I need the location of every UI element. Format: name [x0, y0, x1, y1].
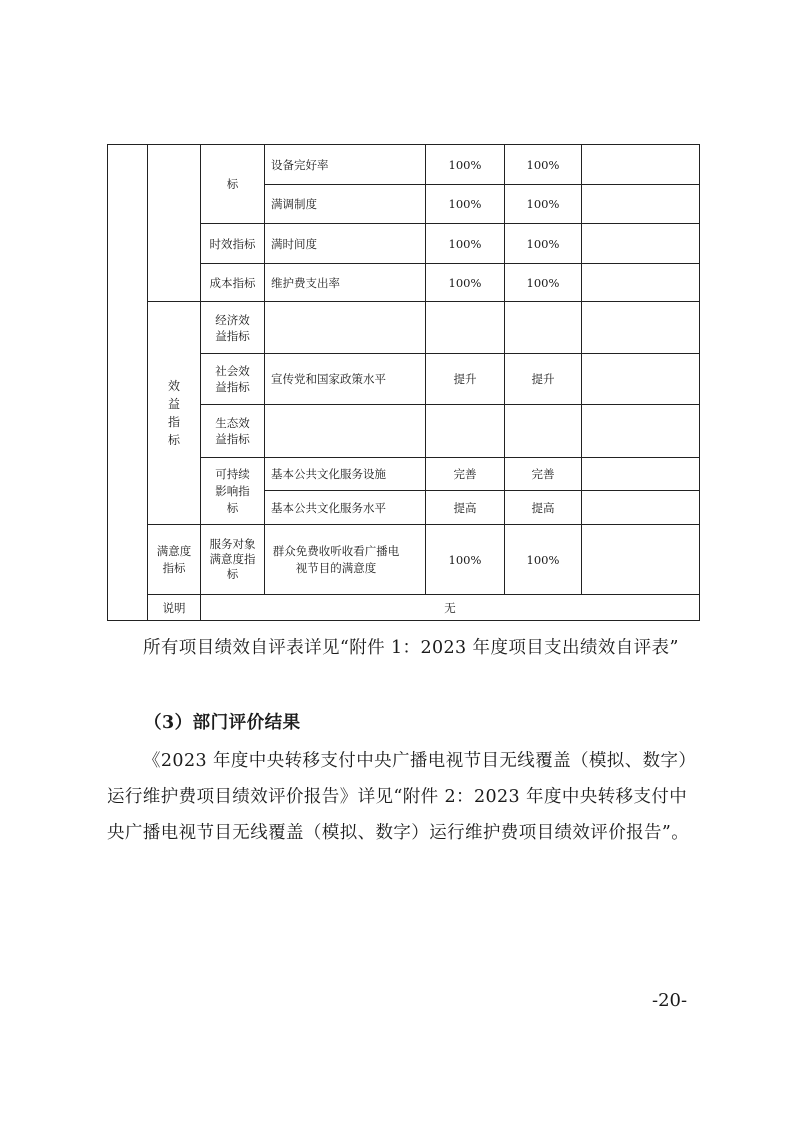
page-number: -20- — [652, 990, 688, 1011]
performance-table — [107, 144, 700, 621]
target-cell: 100% — [426, 224, 505, 264]
level3-label: 经济效益指标 — [215, 312, 250, 343]
level3-label: 生态效益指标 — [215, 416, 250, 446]
target-cell: 100% — [426, 525, 505, 595]
level3-cell — [201, 145, 265, 224]
indicator-cell — [265, 525, 426, 595]
indicator-cell: 满时间度 — [265, 224, 426, 264]
remark-cell — [582, 405, 700, 458]
level3-label: 社会效益指标 — [215, 364, 250, 394]
indicator-cell: 基本公共文化服务设施 — [265, 458, 426, 491]
level3-cell — [201, 458, 265, 525]
performance-table-container — [107, 144, 700, 621]
level3-cell — [201, 264, 265, 302]
target-cell: 100% — [426, 264, 505, 302]
target-cell: 提高 — [426, 491, 505, 525]
level3-label: 时效指标 — [209, 236, 256, 251]
remark-cell — [582, 185, 700, 224]
remark-cell — [582, 145, 700, 185]
actual-cell: 100% — [505, 525, 582, 595]
level3-label: 标 — [226, 177, 239, 191]
level3-cell — [201, 302, 265, 354]
indicator-cell: 满调制度 — [265, 185, 426, 224]
level1-cell — [108, 145, 148, 621]
remark-cell — [582, 458, 700, 491]
paragraph-attachment1: 所有项目绩效自评表详见“附件 1：2023 年度项目支出绩效自评表” — [143, 638, 679, 658]
remark-cell — [582, 354, 700, 405]
level3-label: 成本指标 — [209, 275, 256, 290]
indicator-cell: 维护费支出率 — [265, 264, 426, 302]
level3-cell — [201, 405, 265, 458]
actual-cell: 100% — [505, 185, 582, 224]
target-cell: 100% — [426, 145, 505, 185]
note-value-cell: 无 — [201, 595, 700, 621]
level2-cell-output — [148, 145, 201, 302]
actual-cell: 提升 — [505, 354, 582, 405]
table-row — [108, 595, 700, 621]
target-cell: 100% — [426, 185, 505, 224]
actual-cell: 100% — [505, 224, 582, 264]
target-cell: 完善 — [426, 458, 505, 491]
target-cell — [426, 302, 505, 354]
indicator-text: 群众免费收听收看广播电视节目的满意度 — [272, 543, 400, 575]
benefit-label: 效益指标 — [167, 379, 180, 447]
actual-cell: 100% — [505, 145, 582, 185]
level2-cell-satisfaction — [148, 525, 201, 595]
table-row — [108, 145, 700, 185]
level3-label: 可持续影响指标 — [215, 466, 250, 515]
table-row — [108, 525, 700, 595]
remark-cell — [582, 491, 700, 525]
note-label-cell: 说明 — [148, 595, 201, 621]
section-heading: （3）部门评价结果 — [144, 713, 301, 733]
target-cell: 提升 — [426, 354, 505, 405]
level3-cell — [201, 525, 265, 595]
actual-cell — [505, 405, 582, 458]
level3-label: 服务对象满意度指标 — [209, 537, 256, 581]
remark-cell — [582, 224, 700, 264]
table-row — [108, 302, 700, 354]
indicator-cell: 基本公共文化服务水平 — [265, 491, 426, 525]
remark-cell — [582, 302, 700, 354]
remark-cell — [582, 264, 700, 302]
paragraph-attachment2: 《2023 年度中央转移支付中央广播电视节目无线覆盖（模拟、数字）运行维护费项目绩效评价报告》详见“附件 2：2023 年度中央转移支付中央广播电视节目无线覆盖（模拟、数字）运行维护费项目绩效评价报告”。 — [107, 751, 697, 843]
satisfaction-label: 满意度指标 — [156, 543, 192, 575]
indicator-cell — [265, 302, 426, 354]
level3-cell — [201, 224, 265, 264]
remark-cell — [582, 525, 700, 595]
actual-cell: 100% — [505, 264, 582, 302]
target-cell — [426, 405, 505, 458]
actual-cell — [505, 302, 582, 354]
indicator-cell: 宣传党和国家政策水平 — [265, 354, 426, 405]
level2-cell-benefit — [148, 302, 201, 525]
actual-cell: 提高 — [505, 491, 582, 525]
level3-cell — [201, 354, 265, 405]
actual-cell: 完善 — [505, 458, 582, 491]
indicator-cell — [265, 405, 426, 458]
indicator-cell: 设备完好率 — [265, 145, 426, 185]
